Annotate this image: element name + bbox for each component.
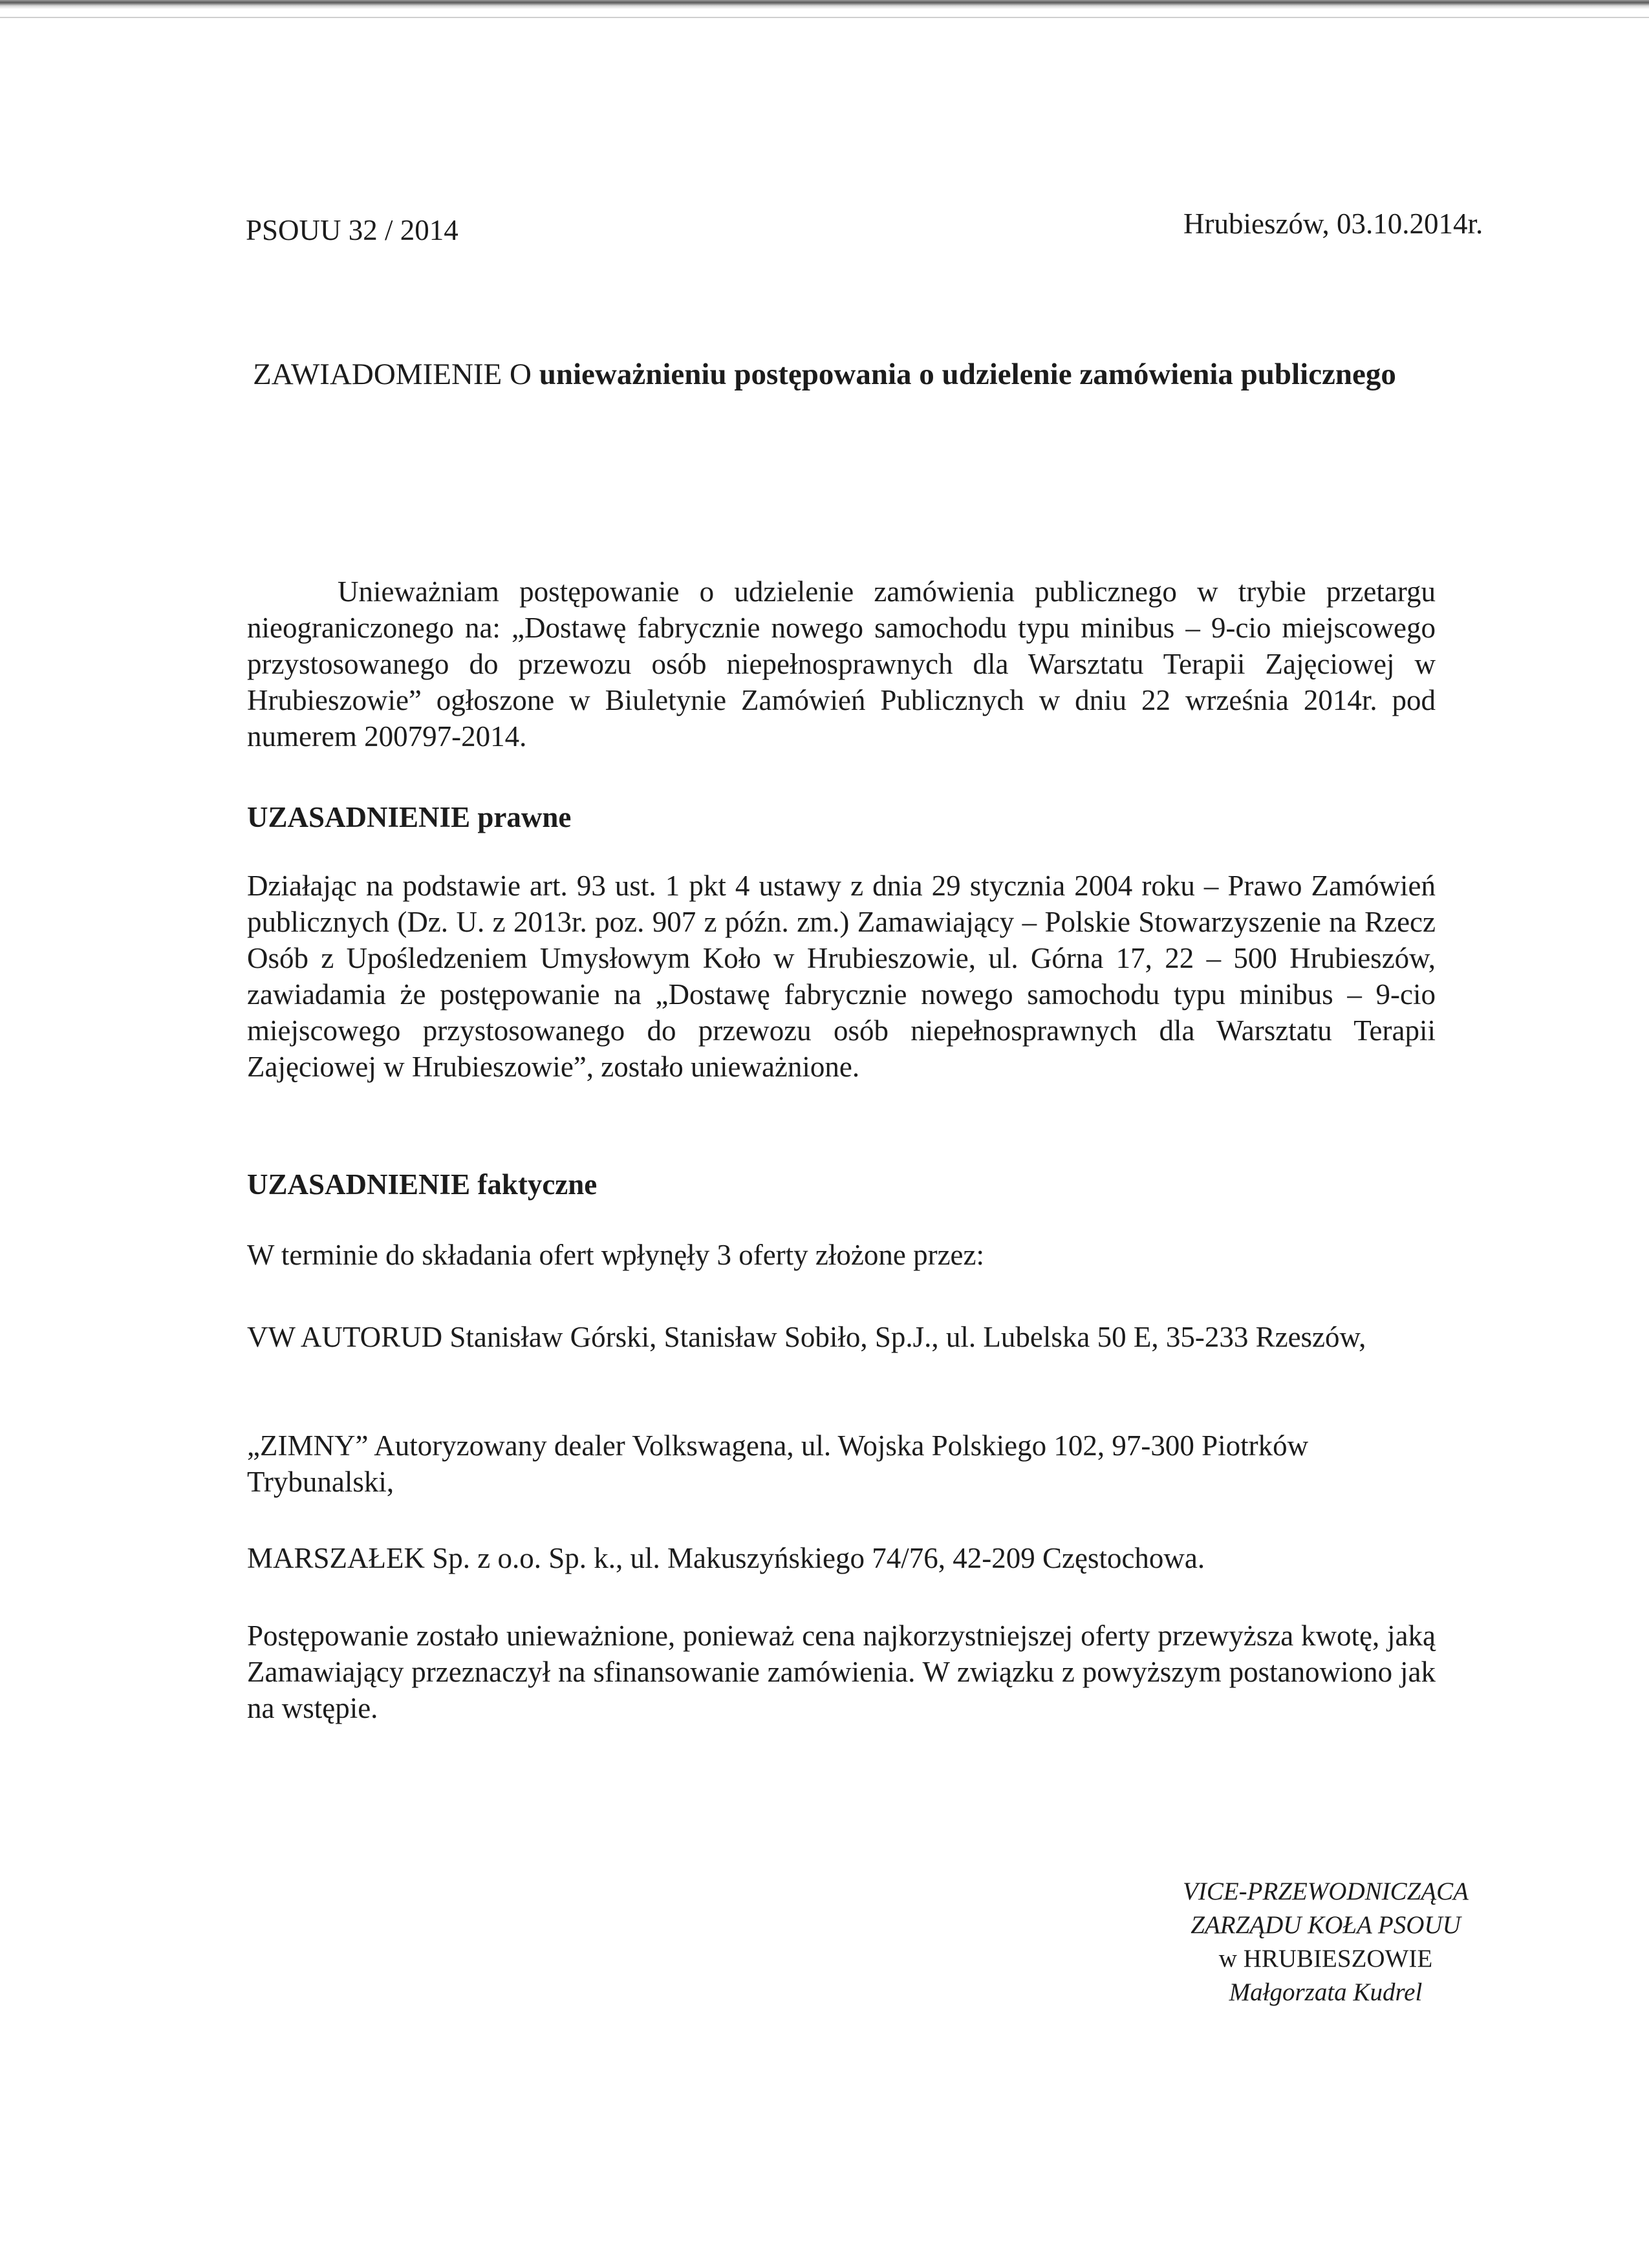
offer-item: „ZIMNY” Autoryzowany dealer Volkswagena, ul. Wojska Polskiego 102, 97-300 Piotrków Trybunalski, — [247, 1429, 1309, 1498]
reference-number: PSOUU 32 / 2014 — [246, 214, 458, 246]
scan-edge-line — [0, 17, 1649, 18]
document-title — [194, 354, 1455, 394]
offer-item: VW AUTORUD Stanisław Górski, Stanisław Sobiło, Sp.J., ul. Lubelska 50 E, 35-233 Rzeszów, — [247, 1321, 1366, 1353]
signatory-name: Małgorzata Kudrel — [1229, 1978, 1423, 2006]
title-lead: ZAWIADOMIENIE O — [253, 358, 532, 391]
conclusion-paragraph: Postępowanie zostało unieważnione, ponieważ cena najkorzystniejszej oferty przewyższa kwotę, jaką Zamawiający przeznaczył na sfinansowanie zamówienia. W związku z powyższym postanowiono jak na wstępie. — [247, 1620, 1436, 1724]
cancellation-paragraph: Unieważniam postępowanie o udzielenie zamówienia publicznego w trybie przetargu nieograniczonego na: „Dostawę fabrycznie nowego samochodu typu minibus – 9-cio miejscowego przystosowanego do przewozu osób niepełnosprawnych dla Warsztatu Terapii Zajęciowej w Hrubieszowie” ogłoszone w Biuletynie Zamówień Publicznych w dniu 22 września 2014r. pod numerem 200797-2014. — [247, 575, 1436, 753]
signature-location: w HRUBIESZOWIE — [1218, 1945, 1433, 1973]
legal-justification-paragraph: Działając na podstawie art. 93 ust. 1 pkt 4 ustawy z dnia 29 stycznia 2004 roku – Prawo Zamówień publicznych (Dz. U. z 2013r. poz. 907 z późn. zm.) Zamawiający – Polskie Stowarzyszenie na Rzecz Osób z Upośledzeniem Umysłowym Koło w Hrubieszowie, ul. Górna 17, 22 – 500 Hrubieszów, zawiadamia że postępowanie na „Dostawę fabrycznie nowego samochodu typu minibus – 9-cio miejscowego przystosowanego do przewozu osób niepełnosprawnych dla Warsztatu Terapii Zajęciowej w Hrubieszowie”, zostało unieważnione. — [247, 870, 1436, 1083]
legal-justification-heading: UZASADNIENIE prawne — [247, 801, 572, 833]
offer-item: MARSZAŁEK Sp. z o.o. Sp. k., ul. Makuszyńskiego 74/76, 42-209 Częstochowa. — [247, 1542, 1205, 1574]
factual-justification-heading: UZASADNIENIE faktyczne — [247, 1168, 598, 1201]
signature-block — [1099, 1875, 1552, 2009]
offers-intro-paragraph: W terminie do składania ofert wpłynęły 3 oferty złożone przez: — [247, 1239, 984, 1271]
title-rest: unieważnieniu postępowania o udzielenie zamówienia publicznego — [539, 358, 1396, 391]
signature-title-line2: ZARZĄDU KOŁA PSOUU — [1191, 1911, 1461, 1939]
signature-title-line1: VICE-PRZEWODNICZĄCA — [1183, 1878, 1469, 1905]
document-date: Hrubieszów, 03.10.2014r. — [1183, 208, 1483, 240]
scan-top-edge — [0, 0, 1649, 9]
